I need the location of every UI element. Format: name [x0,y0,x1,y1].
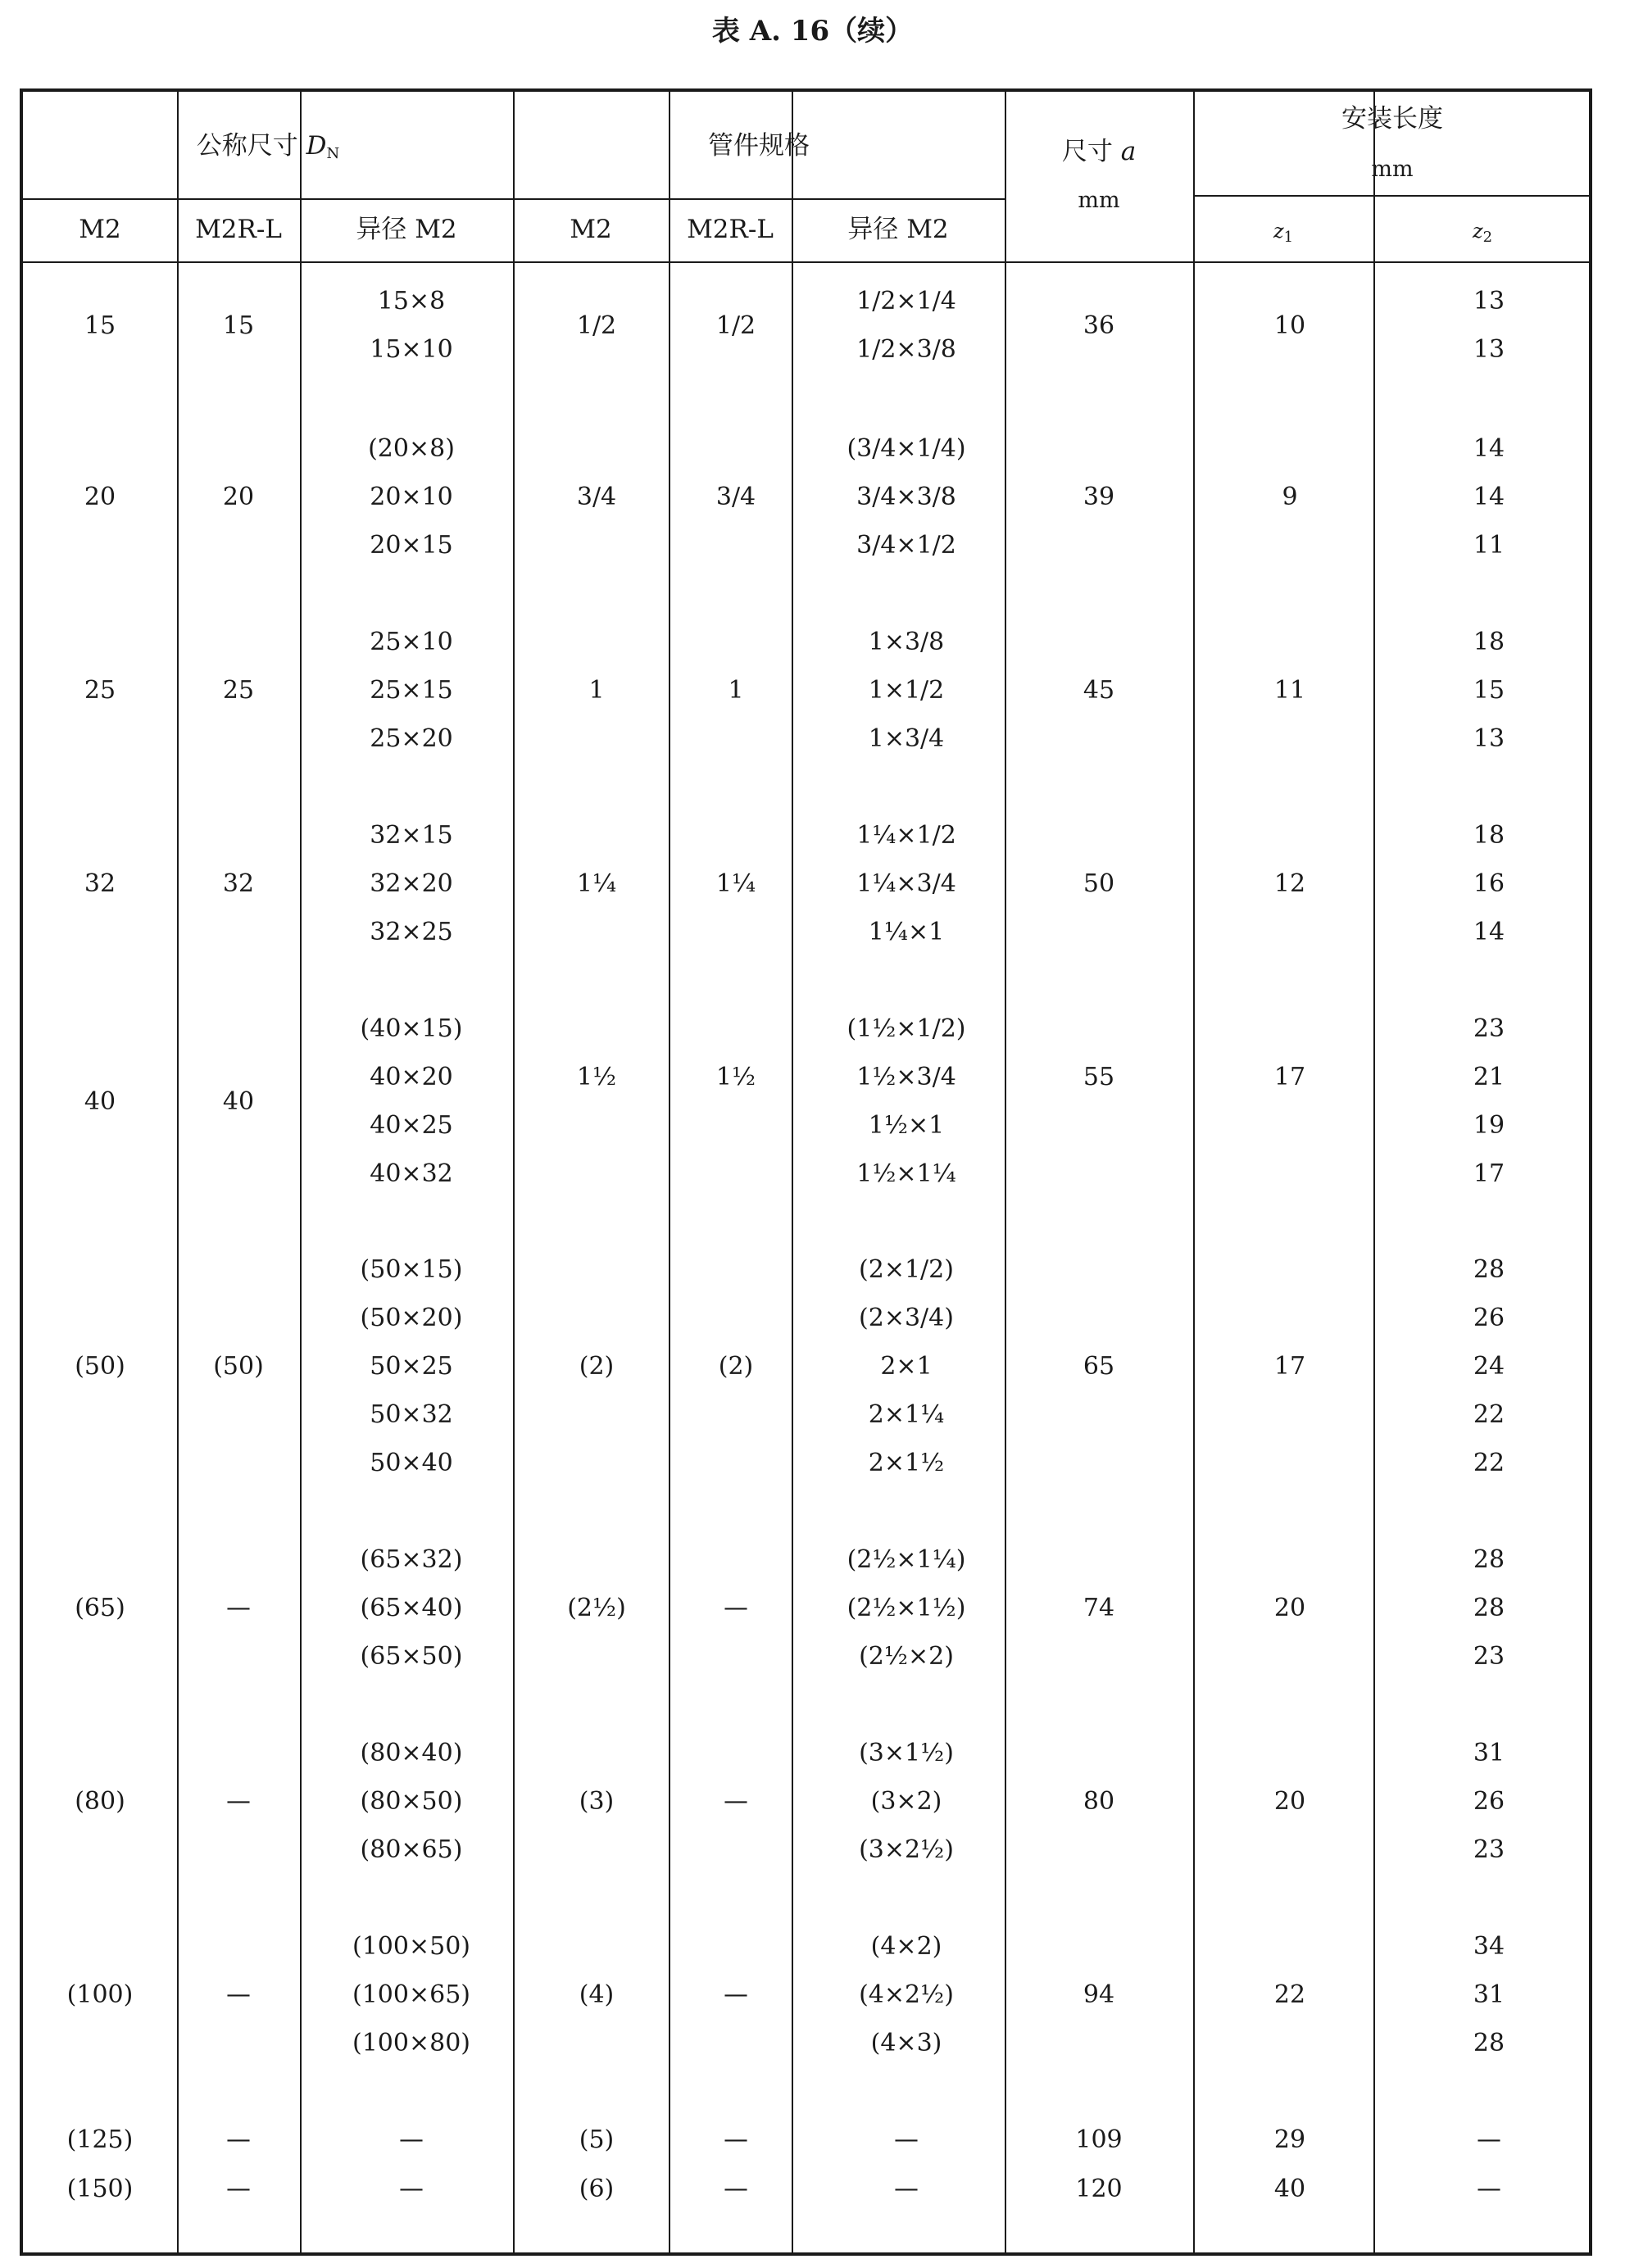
cell-dn-m2: 20 [84,483,116,511]
column-divider [513,92,515,2252]
cell-dn-reducer: 25×20 [370,724,453,753]
cell-dn-reducer: 40×32 [370,1159,453,1188]
col-header-dn-reducer: 异径 M2 [356,215,457,244]
cell-z2: 26 [1473,1304,1505,1332]
cell-dn-reducer: 20×15 [370,531,453,560]
cell-dn-reducer: 15×10 [370,335,453,364]
cell-dn-reducer: (100×80) [352,2029,470,2057]
cell-pipe-m2: (6) [579,2175,615,2203]
cell-dn-m2: (125) [66,2125,134,2154]
cell-pipe-m2rl: — [724,2125,748,2154]
header-fitting-size: 管件规格 [708,131,810,161]
cell-pipe-reducer: (4×2) [870,1932,942,1961]
header-dimension-a-unit: mm [1078,188,1120,213]
cell-dn-m2rl: — [226,2125,251,2154]
cell-pipe-reducer: (3×2½) [859,1835,954,1864]
cell-dn-reducer: 25×15 [370,676,453,705]
cell-z1: 40 [1273,2175,1306,2203]
column-divider [300,92,302,2252]
cell-z2: — [1477,2125,1501,2154]
cell-pipe-m2rl: — [724,1594,748,1622]
cell-z2: 28 [1473,1255,1505,1284]
cell-pipe-m2rl: 1½ [715,1063,756,1091]
cell-dn-m2rl: — [226,1980,251,2009]
cell-dn-m2: (100) [66,1980,134,2009]
column-divider [1193,92,1195,2252]
cell-z1: 29 [1273,2125,1306,2154]
cell-pipe-reducer: 1/2×3/8 [856,335,956,364]
col-header-z1: $z_1$ [1273,220,1294,246]
cell-z1: 20 [1273,1787,1306,1816]
cell-dn-reducer: 50×40 [370,1449,453,1477]
column-divider [1005,92,1006,2252]
cell-dn-m2rl: — [226,1787,251,1816]
table-title: 表 A. 16（续） [711,15,914,48]
cell-pipe-reducer: (3×2) [870,1787,942,1816]
cell-pipe-reducer: 1×3/8 [868,628,945,656]
cell-dn-reducer: (65×32) [360,1545,463,1574]
cell-dimension-a: 50 [1083,869,1115,898]
cell-dn-m2rl: 32 [222,869,255,898]
cell-z2: 13 [1473,335,1505,364]
column-divider [669,92,670,2252]
cell-dn-reducer: (100×65) [352,1980,470,2009]
cell-dn-m2rl: (50) [213,1352,264,1381]
cell-z1: 17 [1273,1352,1306,1381]
cell-dn-m2: 25 [84,676,116,705]
cell-pipe-reducer: 1½×1 [868,1111,945,1140]
col-header-pipe-m2rl: M2R-L [687,215,774,244]
cell-dn-reducer: (80×50) [360,1787,463,1816]
cell-z2: 22 [1473,1400,1505,1429]
cell-z1: 22 [1273,1980,1306,2009]
cell-dn-reducer: (100×50) [352,1932,470,1961]
cell-dn-reducer: 15×8 [377,287,446,315]
cell-pipe-reducer: (1½×1/2) [847,1014,966,1043]
cell-pipe-reducer: 1¼×1 [868,918,945,946]
cell-z2: 15 [1473,676,1505,705]
cell-z2: 16 [1473,869,1505,898]
cell-pipe-m2rl: 1¼ [715,869,756,898]
cell-pipe-m2rl: 1/2 [715,311,756,340]
col-header-dn-m2rl: M2R-L [195,215,282,244]
cell-dn-reducer: 50×25 [370,1352,453,1381]
column-divider [1373,92,1375,2252]
cell-dn-reducer: (80×65) [360,1835,463,1864]
col-header-z2: $z_2$ [1472,220,1493,246]
cell-pipe-reducer: (3×1½) [859,1739,954,1767]
cell-dn-m2rl: 40 [222,1086,255,1116]
cell-z2: 19 [1473,1111,1505,1140]
cell-pipe-reducer: 1×3/4 [868,724,945,753]
col-header-dn-m2: M2 [79,215,121,244]
header-install-length-unit: mm [1371,156,1414,182]
cell-z1: 9 [1282,483,1298,511]
cell-pipe-reducer: 2×1¼ [868,1400,945,1429]
cell-dimension-a: 94 [1083,1980,1115,2009]
header-install-length: 安装长度 [1341,104,1443,134]
cell-dimension-a: 39 [1083,483,1115,511]
cell-pipe-m2rl: 3/4 [715,483,756,511]
cell-pipe-m2: (4) [579,1980,615,2009]
cell-pipe-reducer: 1¼×1/2 [856,821,956,850]
cell-z2: 28 [1473,1594,1505,1622]
cell-z2: 11 [1473,531,1505,560]
cell-pipe-m2rl: 1 [728,676,744,705]
cell-dn-m2rl: 25 [222,676,255,705]
cell-dn-reducer: — [399,2175,424,2203]
cell-pipe-reducer: (3/4×1/4) [847,434,966,463]
cell-z1: 11 [1273,676,1306,705]
cell-pipe-reducer: 2×1 [880,1352,933,1381]
cell-pipe-reducer: (2½×2) [859,1642,954,1671]
cell-z1: 17 [1273,1063,1306,1091]
header-dimension-a: 尺寸 a [1061,137,1137,166]
cell-dn-reducer: 40×25 [370,1111,453,1140]
cell-dn-m2: 40 [84,1086,116,1116]
cell-z2: 28 [1473,2029,1505,2057]
cell-dn-m2: 15 [84,311,116,340]
cell-pipe-reducer: 1¼×3/4 [856,869,956,898]
cell-pipe-m2: 1¼ [576,869,617,898]
cell-pipe-m2rl: — [724,1787,748,1816]
cell-z1: 20 [1273,1594,1306,1622]
cell-dimension-a: 80 [1083,1787,1115,1816]
cell-z2: 18 [1473,821,1505,850]
cell-pipe-reducer: 1½×1¼ [856,1159,956,1188]
cell-pipe-reducer: 3/4×1/2 [856,531,956,560]
cell-z2: 31 [1473,1739,1505,1767]
cell-dn-m2: (80) [75,1787,125,1816]
cell-pipe-m2: 1/2 [576,311,617,340]
cell-dimension-a: 109 [1075,2125,1123,2154]
cell-dn-m2rl: — [226,1594,251,1622]
cell-pipe-reducer: (2×3/4) [859,1304,954,1332]
cell-dn-reducer: (65×40) [360,1594,463,1622]
cell-z2: 14 [1473,918,1505,946]
cell-z2: 26 [1473,1787,1505,1816]
cell-dn-reducer: (20×8) [368,434,455,463]
cell-z2: 13 [1473,287,1505,315]
cell-pipe-m2: 1 [588,676,605,705]
cell-dn-reducer: — [399,2125,424,2154]
cell-z1: 12 [1273,869,1306,898]
cell-pipe-m2: 3/4 [576,483,617,511]
col-header-pipe-m2: M2 [570,215,612,244]
cell-z2: — [1477,2175,1501,2203]
cell-dn-m2rl: 15 [222,311,255,340]
cell-dimension-a: 55 [1083,1063,1115,1091]
cell-z2: 23 [1473,1014,1505,1043]
cell-dn-m2: 32 [84,869,116,898]
cell-dn-m2rl: 20 [222,483,255,511]
cell-dn-reducer: 32×15 [370,821,453,850]
cell-dn-reducer: 25×10 [370,628,453,656]
cell-pipe-m2: 1½ [576,1063,617,1091]
cell-pipe-reducer: 1×1/2 [868,676,945,705]
cell-z2: 18 [1473,628,1505,656]
cell-dn-reducer: 40×20 [370,1063,453,1091]
cell-pipe-reducer: 2×1½ [868,1449,945,1477]
cell-dn-reducer: 32×25 [370,918,453,946]
cell-dn-reducer: 32×20 [370,869,453,898]
cell-dimension-a: 65 [1083,1352,1115,1381]
col-header-pipe-reducer: 异径 M2 [847,215,949,244]
cell-dn-reducer: 50×32 [370,1400,453,1429]
column-divider [792,92,793,2252]
cell-dn-reducer: (80×40) [360,1739,463,1767]
cell-pipe-m2: (2) [579,1352,615,1381]
cell-dn-m2: (65) [75,1594,125,1622]
cell-z2: 23 [1473,1642,1505,1671]
cell-pipe-reducer: (2½×1½) [847,1594,966,1622]
cell-z2: 31 [1473,1980,1505,2009]
cell-pipe-reducer: (2½×1¼) [847,1545,966,1574]
cell-pipe-reducer: 1½×3/4 [856,1063,956,1091]
cell-dn-reducer: (65×50) [360,1642,463,1671]
cell-pipe-reducer: (2×1/2) [859,1255,954,1284]
cell-pipe-reducer: — [894,2125,919,2154]
cell-pipe-m2rl: (2) [718,1352,754,1381]
cell-z2: 34 [1473,1932,1505,1961]
cell-dimension-a: 45 [1083,676,1115,705]
cell-dn-reducer: 20×10 [370,483,453,511]
header-divider [1193,195,1592,197]
header-bottom-rule [23,261,1592,263]
cell-z2: 22 [1473,1449,1505,1477]
cell-z2: 24 [1473,1352,1505,1381]
cell-z2: 14 [1473,483,1505,511]
column-divider [177,92,179,2252]
cell-pipe-m2: (5) [579,2125,615,2154]
cell-pipe-m2rl: — [724,1980,748,2009]
header-nominal-size: 公称尺寸 $D_N$ [196,131,340,162]
cell-z2: 17 [1473,1159,1505,1188]
cell-z2: 13 [1473,724,1505,753]
cell-pipe-reducer: — [894,2175,919,2203]
cell-dn-reducer: (50×15) [360,1255,463,1284]
header-divider [23,198,1005,200]
cell-dimension-a: 120 [1075,2175,1123,2203]
cell-dn-reducer: (40×15) [360,1014,463,1043]
fittings-table [20,88,1592,2256]
cell-pipe-reducer: (4×2½) [859,1980,954,2009]
cell-z2: 14 [1473,434,1505,463]
cell-pipe-reducer: (4×3) [870,2029,942,2057]
cell-z1: 10 [1273,311,1306,340]
cell-pipe-reducer: 1/2×1/4 [856,287,956,315]
cell-z2: 28 [1473,1545,1505,1574]
cell-dn-m2rl: — [226,2175,251,2203]
cell-z2: 23 [1473,1835,1505,1864]
cell-dn-reducer: (50×20) [360,1304,463,1332]
cell-pipe-m2: (3) [579,1787,615,1816]
cell-pipe-reducer: 3/4×3/8 [856,483,956,511]
cell-dimension-a: 74 [1083,1594,1115,1622]
cell-dimension-a: 36 [1083,311,1115,340]
cell-pipe-m2rl: — [724,2175,748,2203]
cell-z2: 21 [1473,1063,1505,1091]
cell-pipe-m2: (2½) [567,1594,626,1622]
cell-dn-m2: (150) [66,2175,134,2203]
cell-dn-m2: (50) [75,1352,125,1381]
